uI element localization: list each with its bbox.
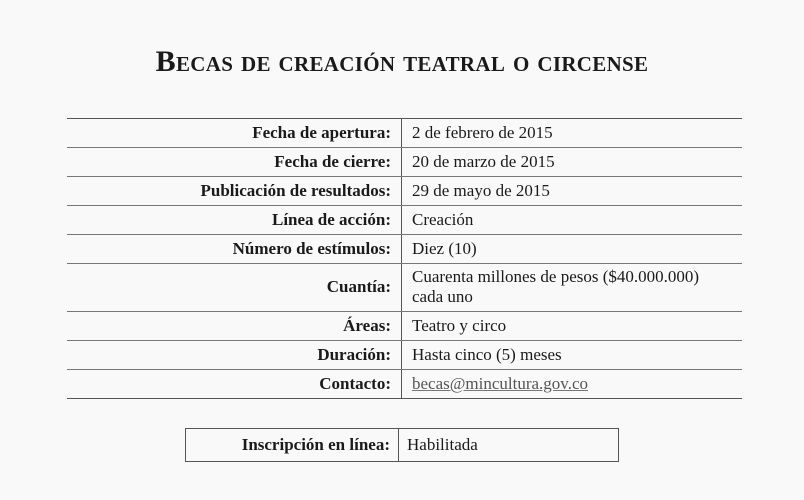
contact-label: Contacto:	[67, 370, 402, 399]
closing-date-value: 20 de marzo de 2015	[402, 148, 743, 177]
amount-value-line1: Cuarenta millones de pesos ($40.000.000)	[412, 267, 700, 286]
opening-date-label: Fecha de apertura:	[67, 119, 402, 148]
amount-label: Cuantía:	[67, 264, 402, 312]
stimuli-count-label: Número de estímulos:	[67, 235, 402, 264]
table-row	[67, 312, 742, 341]
action-line-label: Línea de acción:	[67, 206, 402, 235]
table-row	[67, 119, 742, 148]
duration-value: Hasta cinco (5) meses	[402, 341, 743, 370]
areas-value: Teatro y circo	[402, 312, 743, 341]
closing-date-label: Fecha de cierre:	[67, 148, 402, 177]
call-details-table	[67, 118, 742, 399]
action-line-value: Creación	[402, 206, 743, 235]
table-row	[186, 429, 619, 462]
online-registration-label: Inscripción en línea:	[186, 429, 399, 462]
results-date-label: Publicación de resultados:	[67, 177, 402, 206]
table-row	[67, 148, 742, 177]
table-row	[67, 206, 742, 235]
page-title: Becas de creación teatral o circense	[155, 45, 649, 78]
table-row	[67, 341, 742, 370]
results-date-value: 29 de mayo de 2015	[402, 177, 743, 206]
table-row	[67, 264, 742, 312]
amount-value	[402, 264, 743, 312]
opening-date-value: 2 de febrero de 2015	[402, 119, 743, 148]
table-row	[67, 235, 742, 264]
amount-value-line2: cada uno	[412, 287, 473, 306]
contact-cell	[402, 370, 743, 399]
table-row	[67, 370, 742, 399]
online-registration-value: Habilitada	[407, 435, 478, 454]
table-row	[67, 177, 742, 206]
duration-label: Duración:	[67, 341, 402, 370]
online-registration-table	[185, 428, 619, 462]
stimuli-count-value: Diez (10)	[402, 235, 743, 264]
areas-label: Áreas:	[67, 312, 402, 341]
contact-email-link[interactable]: becas@mincultura.gov.co	[412, 374, 588, 393]
